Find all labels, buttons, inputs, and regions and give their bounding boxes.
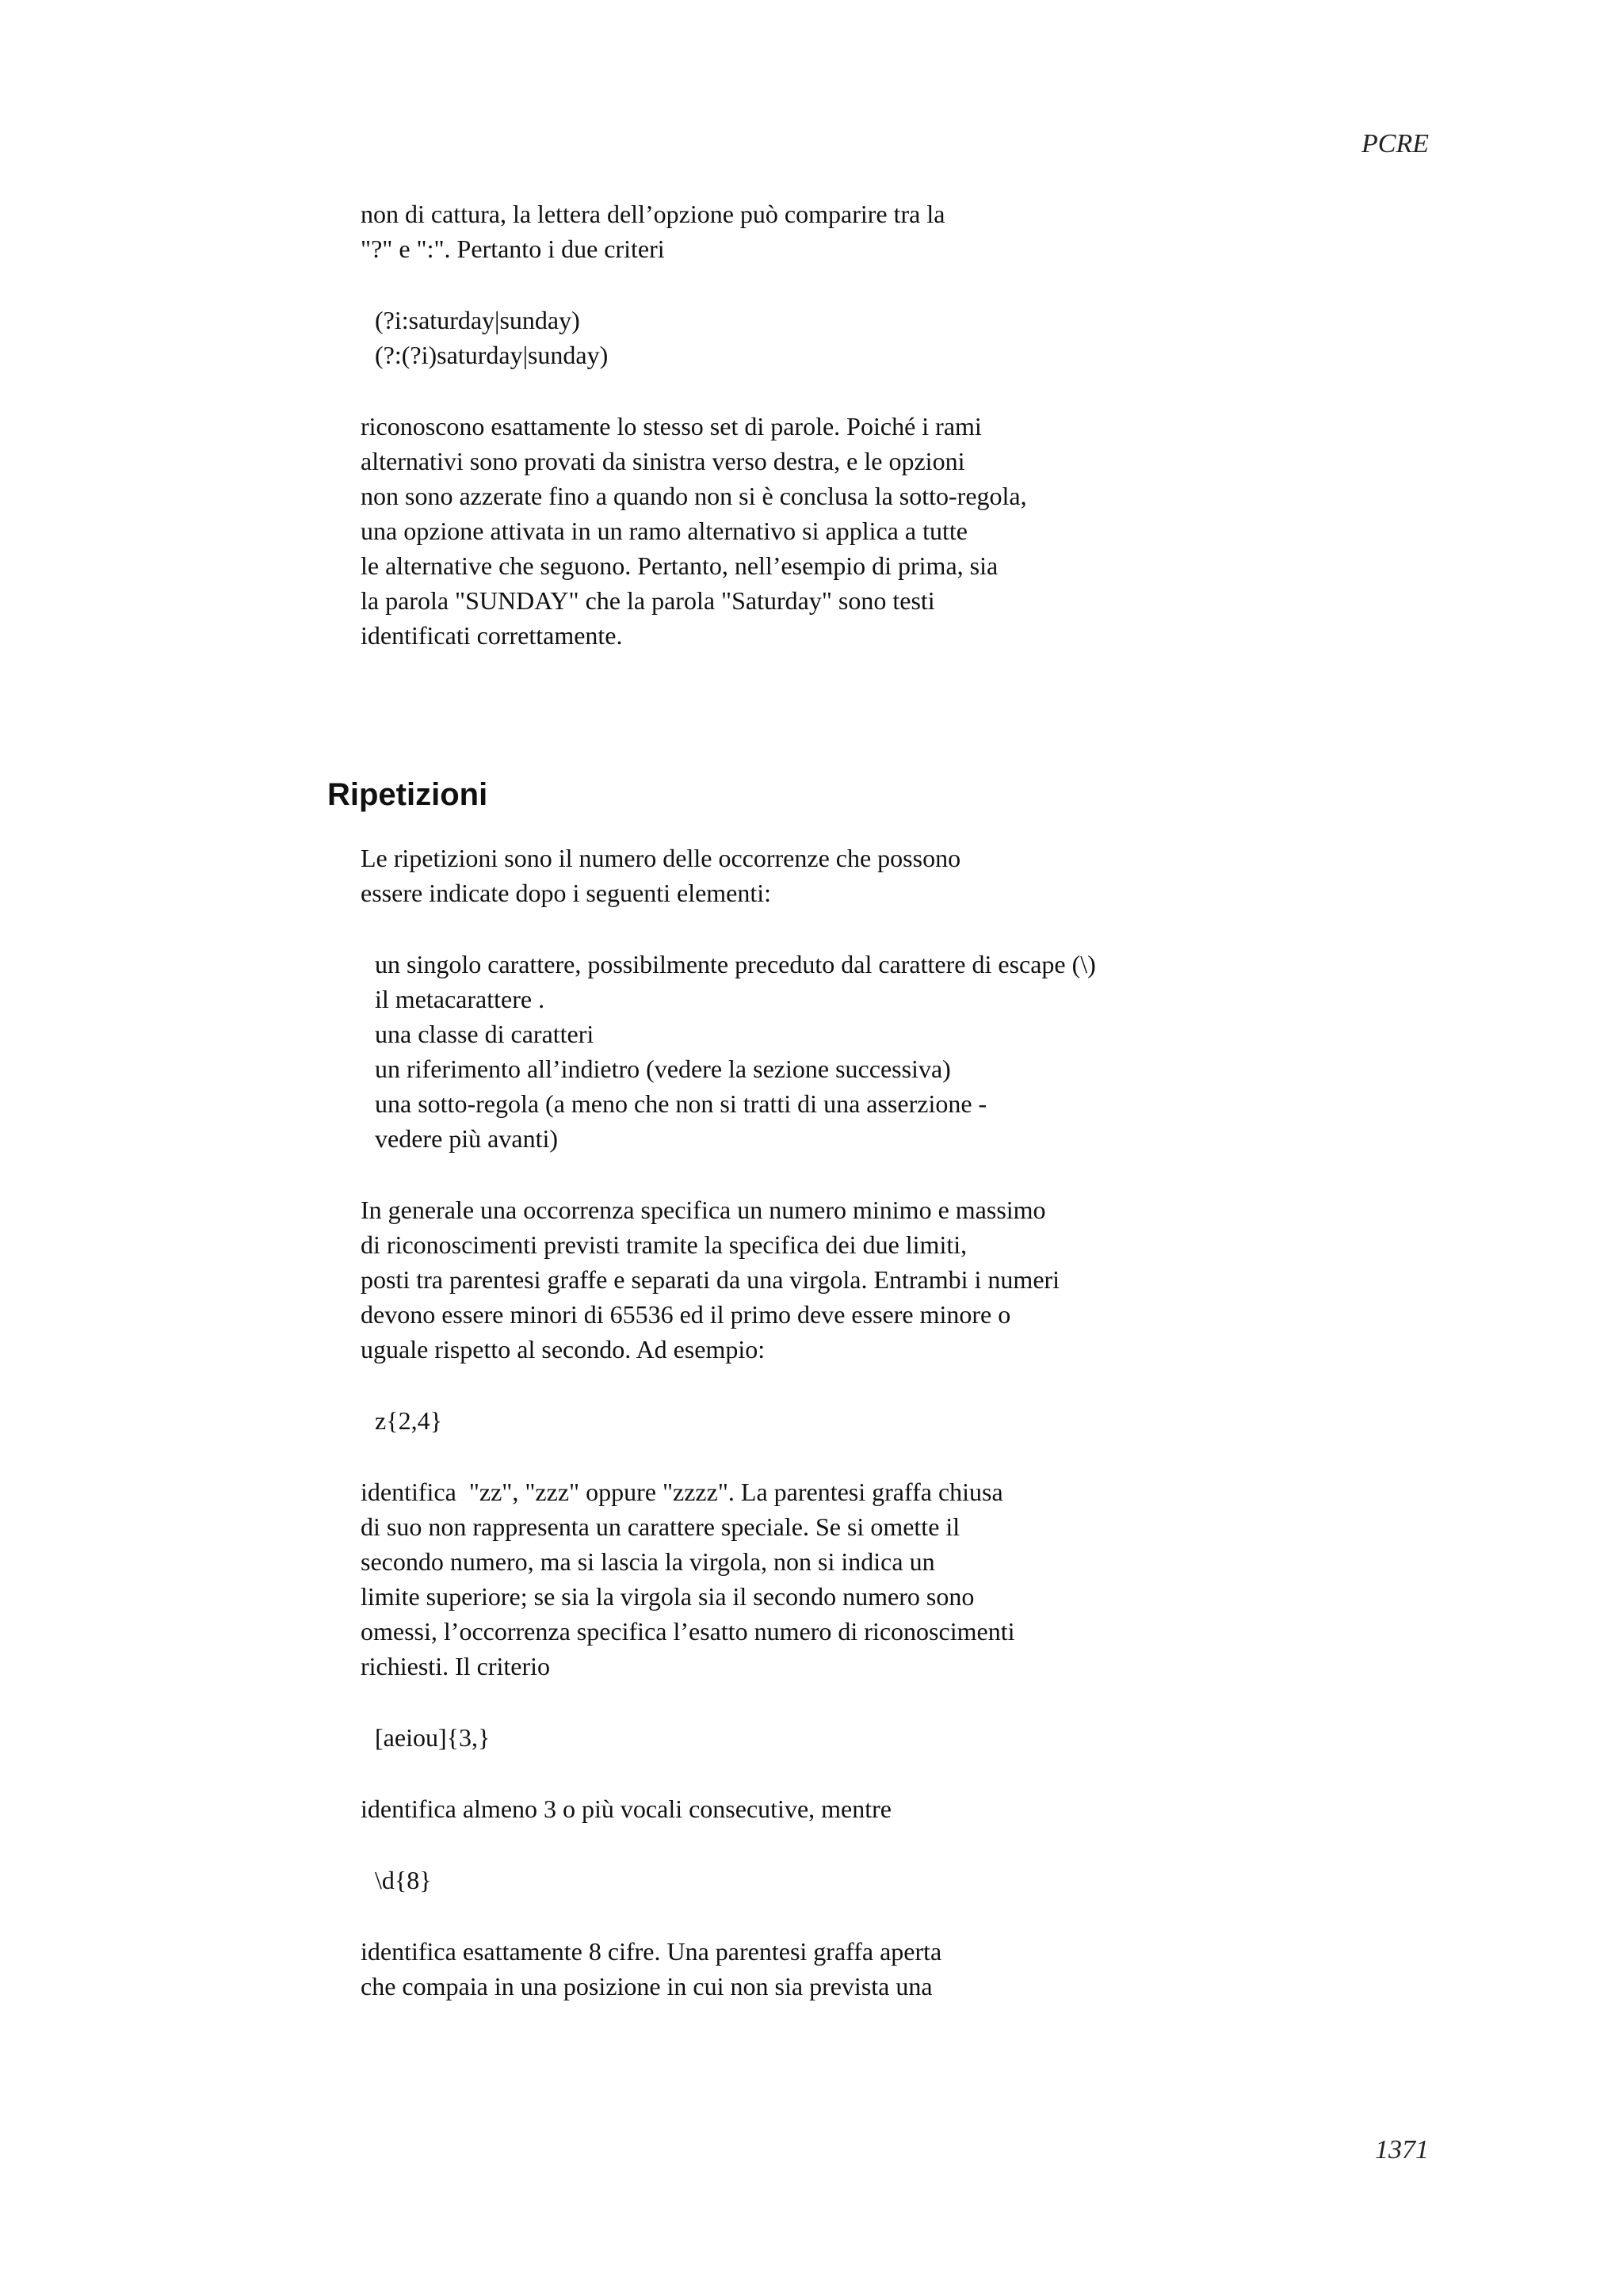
intro-para2-line: non sono azzerate fino a quando non si è conclusa la sotto-regola, [361,482,1027,510]
intro-para2-line: la parola "SUNDAY" che la parola "Saturday" sono testi [361,586,935,615]
section-para3-line: identifica "zz", "zzz" oppure "zzzz". La parentesi graffa chiusa [361,1478,1003,1506]
intro-para2-line: le alternative che seguono. Pertanto, nell’esempio di prima, sia [361,551,999,580]
section-para5-line: identifica esattamente 8 cifre. Una parentesi graffa aperta [361,1937,942,1966]
section-para2-line: devono essere minori di 65536 ed il primo deve essere minore o [361,1300,1011,1329]
section-para3-line: secondo numero, ma si lascia la virgola, non si indica un [361,1547,935,1576]
list-item: un riferimento all’indietro (vedere la sezione successiva) [375,1055,951,1083]
section-para2-line: di riconoscimenti previsti tramite la specifica dei due limiti, [361,1230,968,1259]
intro-code-line: (?:(?i)saturday|sunday) [375,341,609,369]
intro-para2-line: identificati correttamente. [361,621,623,650]
intro-para2-line: riconoscono esattamente lo stesso set di parole. Poiché i rami [361,412,982,441]
section-para1-line: essere indicate dopo i seguenti elementi: [361,879,772,907]
intro-code-line: (?i:saturday|sunday) [375,306,580,334]
list-item: vedere più avanti) [375,1124,558,1153]
list-item: un singolo carattere, possibilmente preceduto dal carattere di escape (\) [375,950,1096,978]
code-example: [aeiou]{3,} [375,1723,491,1752]
section-para4-line: identifica almeno 3 o più vocali consecutive, mentre [361,1794,892,1823]
section-para2-line: posti tra parentesi graffe e separati da una virgola. Entrambi i numeri [361,1265,1060,1294]
section-para3-line: omessi, l’occorrenza specifica l’esatto numero di riconoscimenti [361,1617,1015,1646]
list-item: una sotto-regola (a meno che non si tratti di una asserzione - [375,1089,987,1118]
intro-para1-line: non di cattura, la lettera dell’opzione può comparire tra la [361,200,945,228]
intro-para2-line: una opzione attivata in un ramo alternativo si applica a tutte [361,517,968,545]
section-para5-line: che compaia in una posizione in cui non sia prevista una [361,1972,933,2000]
section-heading: Ripetizioni [327,777,488,812]
page-number: 1371 [1375,2135,1429,2164]
section-para3-line: richiesti. Il criterio [361,1652,551,1680]
intro-para1-line: "?" e ":". Pertanto i due criteri [361,235,665,263]
list-item: una classe di caratteri [375,1020,594,1048]
section-para3-line: limite superiore; se sia la virgola sia il secondo numero sono [361,1582,975,1611]
section-para2-line: uguale rispetto al secondo. Ad esempio: [361,1335,766,1363]
intro-para2-line: alternativi sono provati da sinistra verso destra, e le opzioni [361,447,965,475]
code-example: \d{8} [375,1866,432,1894]
section-para3-line: di suo non rappresenta un carattere speciale. Se si omette il [361,1512,960,1541]
code-example: z{2,4} [375,1406,442,1435]
section-para1-line: Le ripetizioni sono il numero delle occorrenze che possono [361,844,961,872]
list-item: il metacarattere . [375,985,545,1013]
section-para2-line: In generale una occorrenza specifica un numero minimo e massimo [361,1196,1046,1224]
running-header: PCRE [1361,129,1429,158]
